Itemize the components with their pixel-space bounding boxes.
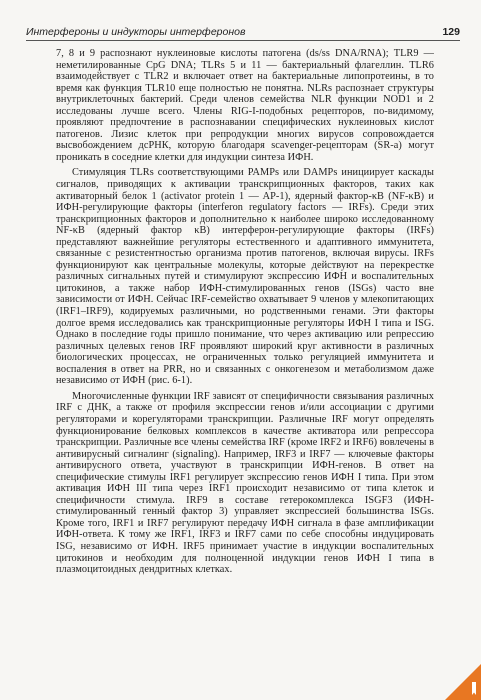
paragraph-3: Многочисленные функции IRF зависят от специфичности связывания различных IRF с ДНК, а также от профиля экспрессии генов и/или ассоциации с другими регуляторами и корегуляторами транскрипции. Различные IRF могут определять функционирование белковых комплексов в качестве активатора или репрессора транскрипции. Различные все члены семейства IRF (кроме IRF2 и IRF6) вовлечены в антивирусный сигналинг (signaling). Например, IRF3 и IRF7 — ключевые факторы антивирусного ответа, участвуют в транскрипции ИФН-генов. В ответ на специфические стимулы IRF1 регулирует экспрессию генов ИФН I типа. При этом активация ИФН III типа через IRF1 происходит независимо от типа клеток и специфичности стимула. IRF9 в составе гетерокомплекса ISGF3 (ИФН-стимулированный генный фактор 3) управляет экспрессией большинства ISGs. Кроме того, IRF1 и IRF7 регулируют передачу ИФН сигнала в фазе амплификации ИФН-ответа. К тому же IRF1, IRF3 и IRF7 сами по себе способны индуцировать ISG, независимо от ИФН. IRF5 принимает участие в индукции воспалительных цитокинов и необходим для полноценной индукции генов ИФН I типа в плазмоцитоидных дендритных клетках. bbox=[56, 390, 434, 576]
bookmark-icon bbox=[445, 664, 481, 700]
running-head bbox=[26, 18, 460, 41]
paragraph-1: 7, 8 и 9 распознают нуклеиновые кислоты патогена (ds/ss DNA/RNA); TLR9 — неметилированные CpG DNA; TLRs 5 и 11 — бактериальный флагеллин. TLR6 взаимодействует с TLR2 и включает ответ на бактериальные липопротеины, в то время как функция TLR10 еще полностью не понятна. NLRs распознает структуры внутриклеточных бактерий. Среди членов семейства NLR функции NOD1 и 2 исследованы лучше всего. Члены RIG-I-подобных рецепторов, по-видимому, проявляют предпочтение в распознавании специфических нуклеиновых кислот патогенов. Лизис клеток при репродукции многих вирусов сопровождается высвобождением дсРНК, которую благодаря scavenger-рецепторам (SR-a) могут проникать в соседние клетки для индукции синтеза ИФН. bbox=[56, 48, 434, 163]
chapter-title: Интерфероны и индукторы интерферонов bbox=[26, 26, 246, 38]
body-text bbox=[56, 48, 434, 576]
page-number: 129 bbox=[442, 26, 460, 38]
paragraph-2: Стимуляция TLRs соответствующими PAMPs или DAMPs инициирует каскады сигналов, приводящих к активации транскрипционных факторов, таких как активаторный белок 1 (activator protein 1 — AP-1), ядерный фактор-κB (NF-κB) и ИФН-регулирующие факторы (interferon regulatory factors — IRFs). Среди этих транскрипционных факторов и дополнительно к наиболее широко исследованному NF-κB (ядерный фактор κB) интерферон-регулирующие факторы (IRFs) представляют важнейшие регуляторы естественного и адаптивного иммунитета, связанные с резистентностью организма против патогенов, включая вирусы. IRFs функционируют как центральные молекулы, которые действуют на перекрестке различных сигнальных путей и стимулируют экспрессию ИФН и воспалительных цитокинов, а также набор ИФН-стимулированных генов (ISGs) часто вне зависимости от ИФН. Сейчас IRF-семейство охватывает 9 членов у млекопитающих (IRF1–IRF9), кодируемых различными, но родственными генами. Эти факторы долгое время исследовались как транскрипционные регуляторы ИФН I типа и ISG. Однако в последние годы пришло понимание, что через активацию или репрессию различных целевых генов IRF проявляют широкий круг активности в различных биологических процессах, не ограниченных только регуляцией иммунитета и воспаления в ответ на PRR, но и связанных с онкогенезом и метаболизмом даже независимо от ИФН (рис. 6-1). bbox=[56, 167, 434, 387]
